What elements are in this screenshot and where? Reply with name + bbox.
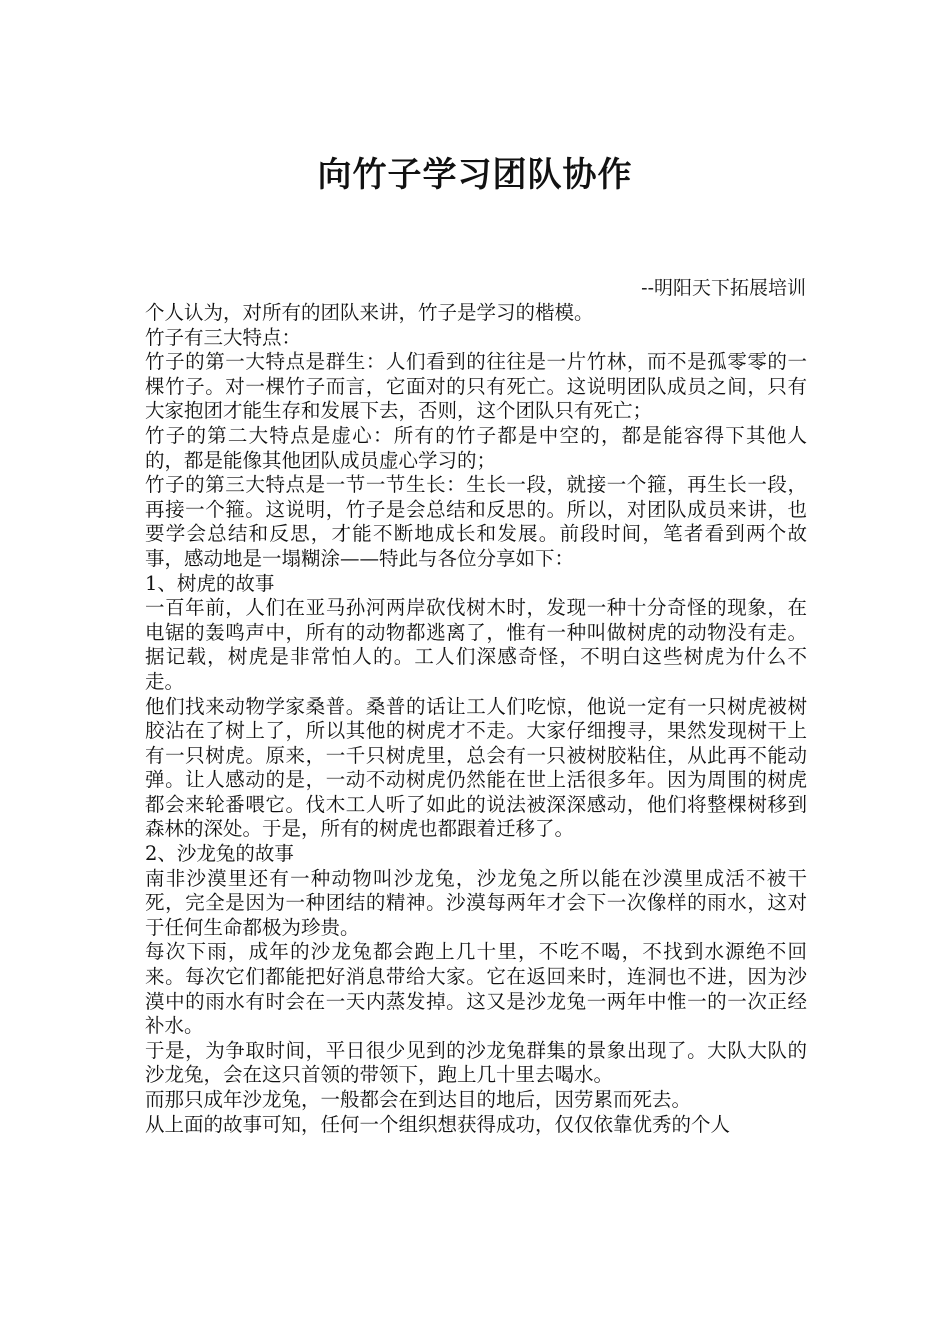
section-heading: 2、沙龙兔的故事	[145, 842, 294, 866]
paragraph: 于是，为争取时间，平日很少见到的沙龙兔群集的景象出现了。大队大队的沙龙兔，会在这只首领的带领下，跑上几十里去喝水。	[145, 1038, 807, 1087]
paragraph: 竹子的第二大特点是虚心：所有的竹子都是中空的，都是能容得下其他人的，都是能像其他团队成员虚心学习的；	[145, 423, 807, 472]
paragraph: 个人认为，对所有的团队来讲，竹子是学习的楷模。	[145, 301, 594, 324]
paragraph: 竹子的第一大特点是群生：人们看到的往往是一片竹林，而不是孤零零的一棵竹子。对一棵竹子而言，它面对的只有死亡。这说明团队成员之间，只有大家抱团才能生存和发展下去，否则，这个团队只有死亡；	[145, 350, 807, 423]
paragraph: 竹子有三大特点：	[145, 325, 302, 349]
byline: --明阳天下拓展培训	[641, 277, 806, 299]
document-body	[145, 301, 807, 1137]
paragraph: 而那只成年沙龙兔，一般都会在到达目的地后，因劳累而死去。	[145, 1088, 692, 1111]
document-title: 向竹子学习团队协作	[317, 155, 633, 195]
paragraph: 他们找来动物学家桑普。桑普的话让工人们吃惊，他说一定有一只树虎被树胶沾在了树上了，所以其他的树虎才不走。大家仔细搜寻，果然发现树干上有一只树虎。原来，一千只树虎里，总会有一只被树胶粘住，从此再不能动弹。让人感动的是，一动不动树虎仍然能在世上活很多年。因为周围的树虎都会来轮番喂它。伐木工人听了如此的说法被深深感动，他们将整棵树移到森林的深处。于是，所有的树虎也都跟着迁移了。	[145, 694, 807, 841]
paragraph: 竹子的第三大特点是一节一节生长：生长一段，就接一个箍，再生长一段，再接一个箍。这说明，竹子是会总结和反思的。所以，对团队成员来讲，也要学会总结和反思，才能不断地成长和发展。前段时间，笔者看到两个故事，感动地是一塌糊涂——特此与各位分享如下：	[145, 473, 807, 570]
section-heading: 1、树虎的故事	[145, 571, 275, 595]
paragraph: 一百年前，人们在亚马孙河两岸砍伐树木时，发现一种十分奇怪的现象，在电锯的轰鸣声中，所有的动物都逃离了，惟有一种叫做树虎的动物没有走。据记载，树虎是非常怕人的。工人们深感奇怪，不明白这些树虎为什么不走。	[145, 596, 807, 693]
paragraph: 南非沙漠里还有一种动物叫沙龙兔，沙龙兔之所以能在沙漠里成活不被干死，完全是因为一种团结的精神。沙漠每两年才会下一次像样的雨水，这对于任何生命都极为珍贵。	[145, 866, 807, 939]
paragraph: 从上面的故事可知，任何一个组织想获得成功，仅仅依靠优秀的个人	[145, 1112, 731, 1136]
paragraph: 每次下雨，成年的沙龙兔都会跑上几十里，不吃不喝，不找到水源绝不回来。每次它们都能把好消息带给大家。它在返回来时，连洞也不进，因为沙漠中的雨水有时会在一天内蒸发掉。这又是沙龙兔一两年中惟一的一次正经补水。	[145, 940, 807, 1038]
